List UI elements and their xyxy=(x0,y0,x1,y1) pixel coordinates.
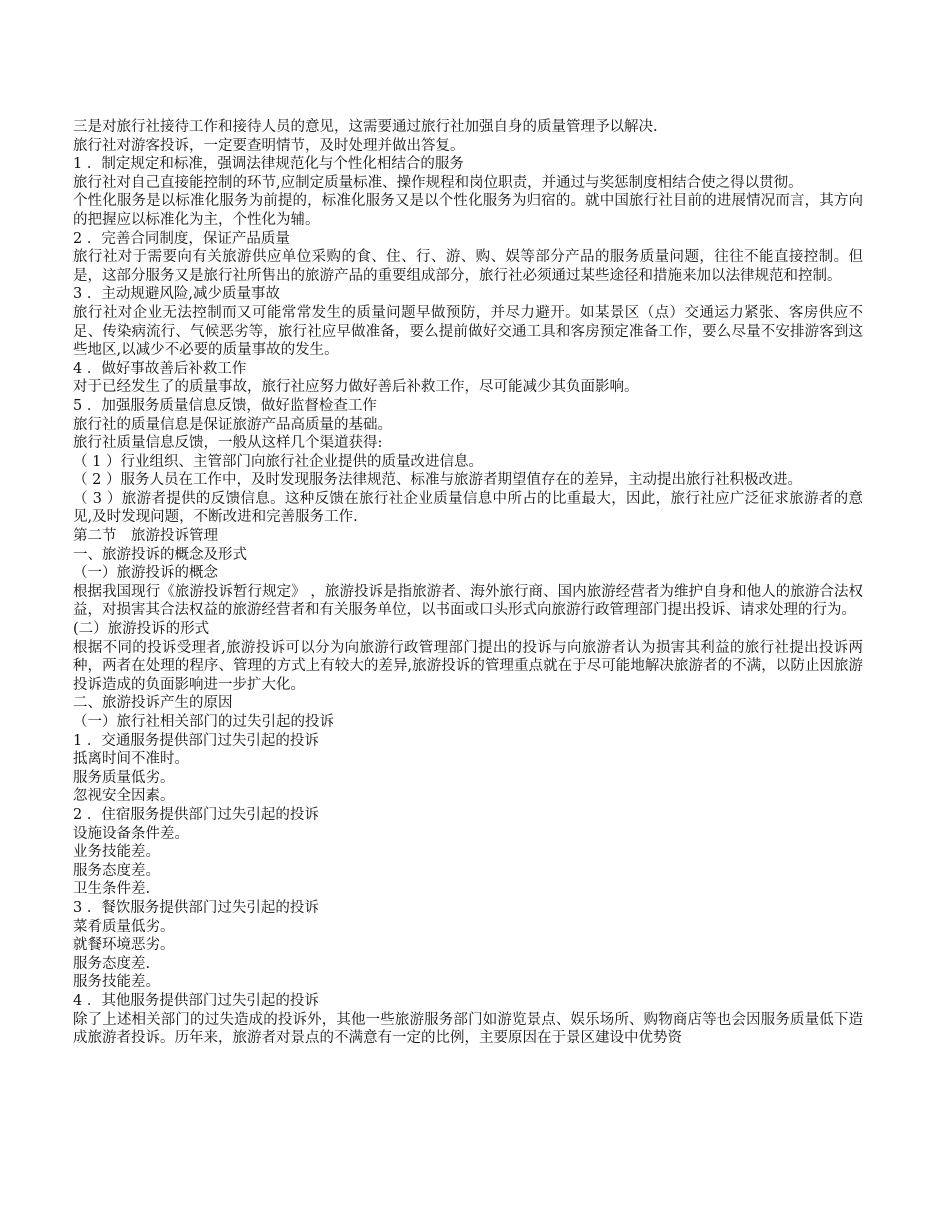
section-heading: 1 ．制定规定和标准，强调法律规范化与个性化相结合的服务 xyxy=(73,156,464,173)
list-item: 忽视安全因素。 xyxy=(73,788,175,805)
chapter-section-title: 第二节 旅游投诉管理 xyxy=(73,528,218,545)
paragraph: 旅行社对于需要向有关旅游供应单位采购的食、住、行、游、购、娱等部分产品的服务质量问题，往往不能直接控制。但是，这部分服务又是旅行社所售出的旅游产品的重要组成部分，旅行社必须通过某些途径和措施来加以法律规范和控制。 xyxy=(73,249,863,284)
paragraph: 旅行社对企业无法控制而又可能常常发生的质量问题早做预防，并尽力避开。如某景区（点）交通运力紧张、客房供应不足、传染病流行、气候恶劣等，旅行社应早做准备，要么提前做好交通工具和客房预定准备工作，要么尽量不安排游客到这些地区,以减少不必要的质量事故的发生。 xyxy=(73,304,863,359)
list-item: 就餐环境恶劣。 xyxy=(73,937,175,954)
paragraph: 根据我国现行《旅游投诉暂行规定》 ，旅游投诉是指旅游者、海外旅行商、国内旅游经营者为维护自身和他人的旅游合法权益，对损害其合法权益的旅游经营者和有关服务单位，以书面或口头形式向旅游行政管理部门提出投诉、请求处理的行为。 xyxy=(73,583,863,619)
paragraph: 旅行社对游客投诉，一定要查明情节，及时处理并做出答复。 xyxy=(73,137,465,154)
paragraph: 三是对旅行社接待工作和接待人员的意见，这需要通过旅行社加强自身的质量管理予以解决. xyxy=(73,119,658,135)
section-heading: 4 ．其他服务提供部门过失引起的投诉 xyxy=(73,992,319,1009)
list-item: 服务质量低劣。 xyxy=(73,769,175,786)
paragraph: 除了上述相关部门的过失造成的投诉外，其他一些旅游服务部门如游览景点、娱乐场所、购物商店等也会因服务质量低下造成旅游者投诉。历年来，旅游者对景点的不满意有一定的比例，主要原因在于景区建设中优势资 xyxy=(73,1011,863,1047)
list-item: 菜肴质量低劣。 xyxy=(73,918,175,935)
paragraph: 旅行社对自己直接能控制的环节,应制定质量标准、操作规程和岗位职责，并通过与奖惩制度相结合使之得以贯彻。 xyxy=(73,174,803,191)
section-heading: 2 ．住宿服务提供部门过失引起的投诉 xyxy=(73,806,319,823)
list-item: 设施设备条件差。 xyxy=(73,825,189,842)
section-heading: 一、旅游投诉的概念及形式 xyxy=(73,546,247,563)
paragraph: 个性化服务是以标准化服务为前提的，标准化服务又是以个性化服务为归宿的。就中国旅行社目前的进展情况而言，其方向的把握应以标准化为主，个性化为辅。 xyxy=(73,193,863,228)
section-heading: 1 ．交通服务提供部门过失引起的投诉 xyxy=(73,732,319,749)
list-item: 卫生条件差. xyxy=(73,881,151,898)
section-heading: 3 ．餐饮服务提供部门过失引起的投诉 xyxy=(73,899,319,916)
paragraph: 对于已经发生了的质量事故，旅行社应努力做好善后补救工作，尽可能减少其负面影响。 xyxy=(73,379,639,396)
section-heading: 2 ．完善合同制度，保证产品质量 xyxy=(73,230,290,247)
paragraph: 根据不同的投诉受理者,旅游投诉可以分为向旅游行政管理部门提出的投诉与向旅游者认为损害其利益的旅行社提出投诉两种，两者在处理的程序、管理的方式上有较大的差异,旅游投诉的管理重点就在于尽可能地解决旅游者的不满，以防止因旅游投诉造成的负面影响进一步扩大化。 xyxy=(73,639,863,693)
list-item: 抵离时间不准时。 xyxy=(73,751,189,768)
list-item: （ 1 ）行业组织、主管部门向旅行社企业提供的质量改进信息。 xyxy=(73,453,483,470)
subsection-heading: （一）旅游投诉的概念 xyxy=(73,565,218,582)
list-item: （ 3 ）旅游者提供的反馈信息。这种反馈在旅行社企业质量信息中所占的比重最大，因此，旅行社应广泛征求旅游者的意见,及时发现问题，不断改进和完善服务工作. xyxy=(73,490,863,526)
subsection-heading: （一）旅行社相关部门的过失引起的投诉 xyxy=(73,714,334,730)
paragraph: 旅行社的质量信息是保证旅游产品高质量的基础。 xyxy=(73,416,392,433)
section-heading: 3 ．主动规避风险,减少质量事故 xyxy=(73,286,280,303)
section-heading: 二、旅游投诉产生的原因 xyxy=(73,695,233,712)
paragraph: 旅行社质量信息反馈，一般从这样几个渠道获得: xyxy=(73,435,383,452)
section-heading: 5 ．加强服务质量信息反馈，做好监督检查工作 xyxy=(73,397,377,414)
list-item: 服务态度差. xyxy=(73,955,151,972)
subsection-heading: (二）旅游投诉的形式 xyxy=(73,621,210,638)
list-item: 服务态度差。 xyxy=(73,862,160,879)
list-item: 业务技能差。 xyxy=(73,844,160,861)
list-item: （ 2 ）服务人员在工作中，及时发现服务法律规范、标准与旅游者期望值存在的差异，主动提出旅行社积极改进。 xyxy=(73,472,802,489)
section-heading: 4 ．做好事故善后补救工作 xyxy=(73,360,247,377)
document-body xyxy=(73,118,863,1048)
list-item: 服务技能差。 xyxy=(73,974,160,991)
